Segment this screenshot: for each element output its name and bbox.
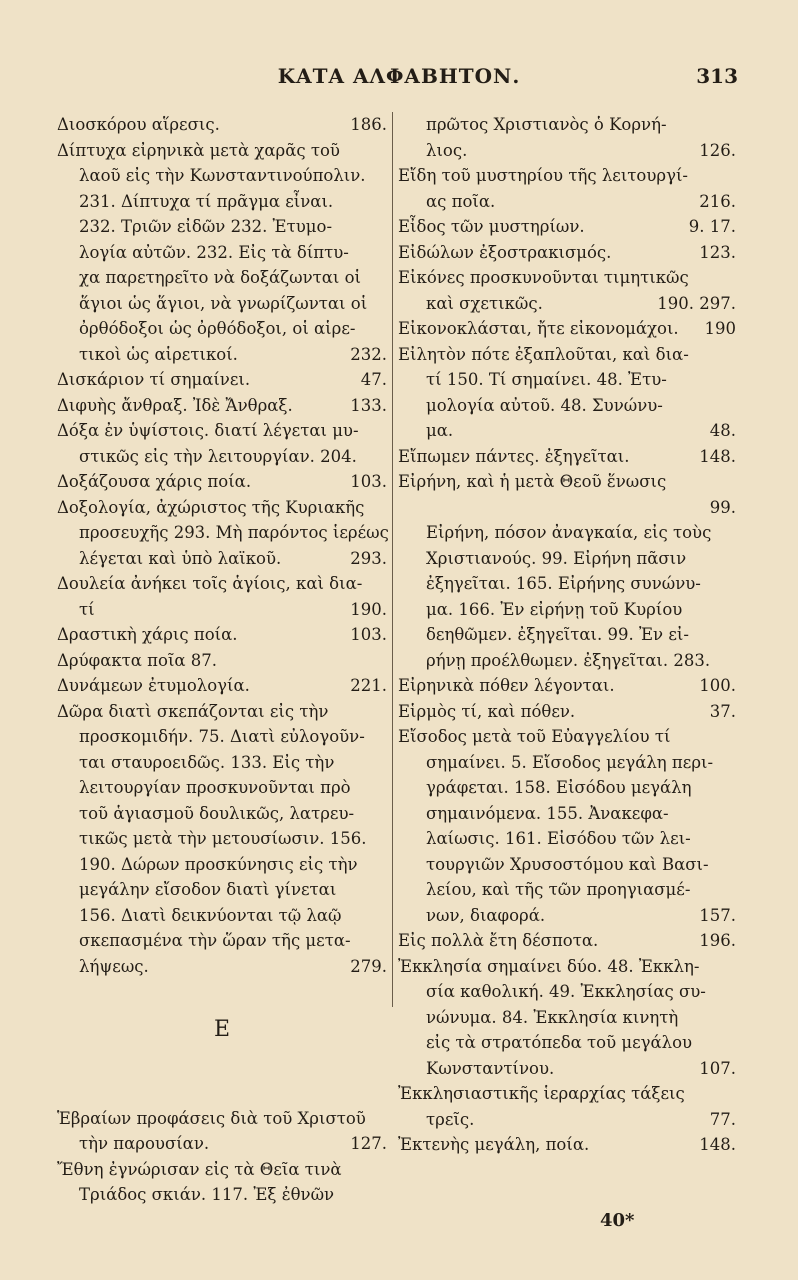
index-text: Διφυὴς ἄνθραξ. Ἰδὲ Ἄνθραξ. — [57, 395, 293, 415]
index-text: Εἶδος τῶν μυστηρίων. — [398, 217, 585, 236]
index-text: λήψεως. — [79, 956, 149, 976]
index-line — [398, 979, 736, 1005]
page-ref: 186. — [350, 115, 387, 134]
index-text: τρεῖς. — [426, 1109, 475, 1129]
index-text: καὶ σχετικῶς. — [426, 293, 543, 313]
index-line — [57, 1157, 387, 1183]
index-text: Δρύφακτα ποῖα 87. — [57, 650, 218, 670]
index-text: Εἰς πολλὰ ἔτη δέσποτα. — [398, 931, 599, 950]
index-text: Δόξα ἐν ὑψίστοις. διατί λέγεται μυ- — [57, 421, 359, 440]
index-line — [398, 571, 736, 597]
index-text: Κωνσταντίνου. — [426, 1058, 555, 1078]
index-text: Δυνάμεων ἐτυμολογία. — [57, 676, 250, 695]
index-text: Δῶρα διατὶ σκεπάζονται εἰς τὴν — [57, 701, 329, 721]
section-letter: Ε — [213, 1016, 231, 1042]
page-ref: 99. — [709, 497, 736, 517]
index-line — [398, 699, 736, 725]
page-ref: 100. — [699, 676, 736, 695]
index-line — [398, 622, 736, 648]
index-line — [398, 750, 736, 776]
index-text: προσκομιδήν. 75. Διατὶ εὐλογοῦν- — [79, 727, 365, 746]
index-line — [57, 393, 387, 419]
index-line — [398, 1005, 736, 1031]
column-divider — [392, 112, 393, 1007]
index-text: Ἐκκλησιαστικῆς ἱεραρχίας τάξεις — [398, 1084, 685, 1103]
index-line — [398, 189, 736, 215]
index-text: Ἐκκλησία σημαίνει δύο. 48. Ἐκκλη- — [398, 956, 700, 976]
index-text: ἐξηγεῖται. 165. Εἰρήνης συνώνυ- — [426, 574, 701, 593]
index-line — [398, 495, 736, 521]
index-line — [57, 418, 387, 444]
left-column — [57, 112, 387, 1208]
index-text: λέγεται καὶ ὑπὸ λαϊκοῦ. — [79, 548, 282, 568]
index-text: Εἰρήνη, πόσον ἀναγκαία, εἰς τοὺς — [426, 523, 712, 542]
index-line — [398, 1056, 736, 1082]
page-ref: 148. — [699, 1135, 736, 1154]
page-ref: 216. — [699, 191, 736, 211]
index-line — [398, 954, 736, 980]
index-line — [398, 469, 736, 495]
index-text: Δίπτυχα εἰρηνικὰ μετὰ χαρᾶς τοῦ — [57, 140, 340, 160]
index-line — [57, 801, 387, 827]
index-text: Ἐκτενὴς μεγάλη, ποία. — [398, 1135, 590, 1154]
index-line — [398, 342, 736, 368]
index-text: χα παρετηρεῖτο νὰ δοξάζωνται οἱ — [79, 268, 361, 287]
index-text: Εἰδώλων ἐξοστρακισμός. — [398, 242, 612, 262]
index-line — [57, 367, 387, 393]
page-ref: 126. — [699, 140, 736, 160]
index-line — [398, 418, 736, 444]
index-text: Δοξολογία, ἀχώριστος τῆς Κυριακῆς — [57, 497, 365, 517]
index-text: σημαινόμενα. 155. Ἀνακεφα- — [426, 803, 669, 823]
index-text: νώνυμα. 84. Ἐκκλησία κινητὴ — [426, 1007, 679, 1027]
index-line — [57, 954, 387, 980]
page-ref: 133. — [350, 395, 387, 415]
index-text: νων, διαφορά. — [426, 905, 546, 925]
index-line — [398, 1132, 736, 1158]
index-text: μεγάλην εἴσοδον διατὶ γίνεται — [79, 880, 337, 899]
index-text: λειτουργίαν προσκυνοῦνται πρὸ — [79, 778, 351, 797]
page-ref: 77. — [709, 1109, 736, 1129]
index-line — [398, 801, 736, 827]
index-line — [398, 903, 736, 929]
index-text: 156. Διατὶ δεικνύονται τῷ λαῷ — [79, 905, 342, 925]
index-text: ὀρθόδοξοι ὡς ὀρθόδοξοι, οἱ αἱρε- — [79, 319, 356, 338]
index-line — [398, 138, 736, 164]
index-text: πρῶτος Χριστιανὸς ὁ Κορνή- — [426, 115, 667, 134]
index-text: Χριστιανούς. 99. Εἰρήνη πᾶσιν — [426, 548, 687, 568]
index-line — [398, 240, 736, 266]
index-text: 231. Δίπτυχα τί πρᾶγμα εἶναι. — [79, 191, 334, 211]
index-text: λογία αὐτῶν. 232. Εἰς τὰ δίπτυ- — [79, 242, 349, 262]
index-text: σημαίνει. 5. Εἴσοδος μεγάλη περι- — [426, 752, 714, 772]
index-line — [398, 928, 736, 954]
index-text: Εἰκονοκλάσται, ἤτε εἰκονομάχοι. — [398, 319, 679, 338]
page-ref: 123. — [699, 242, 736, 262]
index-text: ας ποῖα. — [426, 191, 496, 211]
index-line — [57, 699, 387, 725]
page-ref: 103. — [350, 472, 387, 491]
index-line — [398, 597, 736, 623]
index-line — [398, 724, 736, 750]
index-text: Δισκάριον τί σημαίνει. — [57, 370, 251, 389]
index-text: Εἰλητὸν πότε ἐξαπλοῦται, καὶ δια- — [398, 344, 689, 364]
index-line — [57, 673, 387, 699]
index-text: Εἴδη τοῦ μυστηρίου τῆς λειτουργί- — [398, 166, 688, 185]
page-ref: 103. — [350, 625, 387, 644]
index-text: λαίωσις. 161. Εἰσόδου τῶν λει- — [426, 829, 691, 848]
page-ref: 157. — [699, 905, 736, 925]
index-line — [57, 622, 387, 648]
index-line — [57, 342, 387, 368]
index-text: Δραστικὴ χάρις ποία. — [57, 625, 238, 644]
index-text: τοῦ ἁγιασμοῦ δουλικῶς, λατρευ- — [79, 803, 355, 823]
page-ref: 190. 297. — [657, 293, 736, 313]
index-line — [398, 852, 736, 878]
index-text: Δοξάζουσα χάρις ποία. — [57, 472, 252, 491]
page-ref: 196. — [699, 931, 736, 950]
index-line — [57, 495, 387, 521]
index-line — [57, 444, 387, 470]
index-line — [57, 112, 387, 138]
index-line — [398, 648, 736, 674]
index-line — [57, 1106, 387, 1132]
index-line — [57, 597, 387, 623]
index-line — [398, 775, 736, 801]
index-line — [57, 265, 387, 291]
index-text: Εἰκόνες προσκυνοῦνται τιμητικῶς — [398, 268, 689, 287]
page-ref: 148. — [699, 446, 736, 466]
index-line — [398, 393, 736, 419]
index-text: 232. Τριῶν εἰδῶν 232. Ἐτυμο- — [79, 217, 333, 236]
index-text: Εἰρήνη, καὶ ἡ μετὰ Θεοῦ ἕνωσις — [398, 472, 667, 491]
index-text: Διοσκόρου αἵρεσις. — [57, 115, 220, 134]
index-text: Ἑβραίων προφάσεις διὰ τοῦ Χριστοῦ — [57, 1108, 366, 1128]
page-ref: 279. — [350, 956, 387, 976]
index-line — [57, 214, 387, 240]
index-text: Τριάδος σκιάν. 117. Ἐξ ἐθνῶν — [79, 1185, 335, 1204]
index-text: λαοῦ εἰς τὴν Κωνσταντινούπολιν. — [79, 166, 366, 185]
page-ref: 127. — [350, 1134, 387, 1153]
page-ref: 190. — [350, 599, 387, 619]
index-line — [398, 367, 736, 393]
index-line — [398, 265, 736, 291]
index-line — [57, 571, 387, 597]
index-line — [398, 826, 736, 852]
index-text: εἰς τὰ στρατόπεδα τοῦ μεγάλου — [426, 1033, 693, 1052]
index-line — [57, 291, 387, 317]
index-text: 190. Δώρων προσκύνησις εἰς τὴν — [79, 854, 358, 874]
index-text: τὴν παρουσίαν. — [79, 1134, 210, 1153]
index-line — [398, 877, 736, 903]
index-text: μολογία αὐτοῦ. 48. Συνώνυ- — [426, 395, 663, 415]
index-text: ἅγιοι ὡς ἅγιοι, νὰ γνωρίζωνται οἱ — [79, 293, 368, 313]
index-text: Εἱρμὸς τί, καὶ πόθεν. — [398, 701, 576, 721]
index-line — [57, 877, 387, 903]
index-text: σκεπασμένα τὴν ὥραν τῆς μετα- — [79, 931, 351, 950]
index-text: τικῶς μετὰ τὴν μετουσίωσιν. 156. — [79, 829, 367, 848]
index-text: τουργιῶν Χρυσοστόμου καὶ Βασι- — [426, 854, 709, 874]
index-line — [57, 520, 387, 546]
running-head: ΚΑΤΑ ΑΛΦΑΒΗΤΟΝ. — [277, 64, 521, 88]
index-line — [398, 444, 736, 470]
index-text: προσευχῆς 293. Μὴ παρόντος ἱερέως — [79, 523, 389, 542]
page-ref: 47. — [360, 370, 387, 389]
index-text: Εἰρηνικὰ πόθεν λέγονται. — [398, 676, 615, 695]
index-line — [398, 520, 736, 546]
index-text: τί 150. Τί σημαίνει. 48. Ἐτυ- — [426, 370, 667, 389]
index-line — [57, 724, 387, 750]
index-text: τικοὶ ὡς αἱρετικοί. — [79, 344, 238, 364]
page-number: 313 — [696, 64, 738, 88]
index-line — [57, 163, 387, 189]
index-line — [57, 928, 387, 954]
index-line — [398, 112, 736, 138]
index-line — [398, 1107, 736, 1133]
page-ref: 232. — [350, 344, 387, 364]
index-text: μα. — [426, 421, 454, 440]
signature-mark: 40* — [600, 1210, 635, 1231]
index-line — [398, 546, 736, 572]
index-text: Ἔθνη ἐγνώρισαν εἰς τὰ Θεῖα τινὰ — [57, 1159, 342, 1179]
index-line — [57, 826, 387, 852]
index-line — [57, 775, 387, 801]
index-line — [398, 316, 736, 342]
index-line — [398, 1081, 736, 1107]
page-ref: 107. — [699, 1058, 736, 1078]
index-text: λείου, καὶ τῆς τῶν προηγιασμέ- — [426, 880, 691, 899]
index-line — [398, 291, 736, 317]
index-line — [57, 903, 387, 929]
index-line — [57, 750, 387, 776]
index-line — [398, 1030, 736, 1056]
index-text: δεηθῶμεν. ἐξηγεῖται. 99. Ἐν εἰ- — [426, 625, 689, 644]
index-line — [57, 546, 387, 572]
right-column — [398, 112, 736, 1158]
page-ref: 221. — [350, 676, 387, 695]
index-text: Εἴπωμεν πάντες. ἐξηγεῖται. — [398, 446, 630, 466]
index-text: ται σταυροειδῶς. 133. Εἰς τὴν — [79, 752, 335, 772]
index-line — [57, 648, 387, 674]
index-line — [57, 316, 387, 342]
index-text: στικῶς εἰς τὴν λειτουργίαν. 204. — [79, 446, 357, 466]
index-line — [398, 214, 736, 240]
index-text: λιος. — [426, 140, 468, 160]
page-ref: 37. — [709, 701, 736, 721]
index-line — [57, 469, 387, 495]
page-ref: 9. 17. — [688, 217, 736, 236]
index-text: Δουλεία ἀνήκει τοῖς ἁγίοις, καὶ δια- — [57, 574, 363, 593]
index-line — [57, 138, 387, 164]
index-line — [398, 163, 736, 189]
index-text: σία καθολική. 49. Ἐκκλησίας συ- — [426, 982, 706, 1001]
index-text: γράφεται. 158. Εἰσόδου μεγάλη — [426, 778, 692, 797]
index-line — [57, 852, 387, 878]
index-text: τί — [79, 599, 95, 619]
index-line — [57, 189, 387, 215]
page-ref: 48. — [709, 421, 736, 440]
index-text: ρήνῃ προέλθωμεν. ἐξηγεῖται. 283. — [426, 650, 711, 670]
index-line — [57, 1182, 387, 1208]
index-line — [57, 1131, 387, 1157]
index-text: Εἴσοδος μετὰ τοῦ Εὐαγγελίου τί — [398, 727, 671, 746]
index-text: μα. 166. Ἐν εἰρήνῃ τοῦ Κυρίου — [426, 599, 683, 619]
page-ref: 190 — [704, 319, 736, 338]
index-line — [398, 673, 736, 699]
page-ref: 293. — [350, 548, 387, 568]
index-line — [57, 240, 387, 266]
